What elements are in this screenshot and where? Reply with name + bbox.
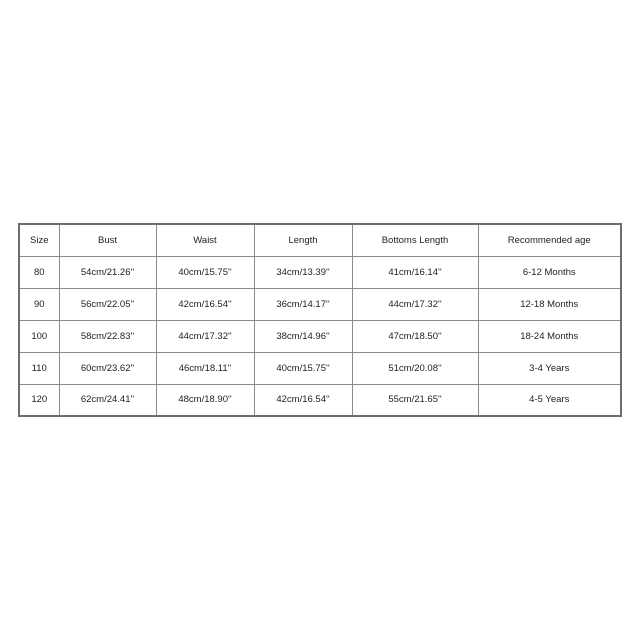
cell-recommended-age: 3-4 Years — [478, 352, 621, 384]
cell-size: 110 — [19, 352, 59, 384]
cell-bust: 56cm/22.05'' — [59, 288, 156, 320]
size-chart-table — [18, 223, 622, 417]
cell-length: 38cm/14.96'' — [254, 320, 352, 352]
cell-length: 42cm/16.54'' — [254, 384, 352, 416]
cell-bust: 60cm/23.62'' — [59, 352, 156, 384]
cell-recommended-age: 4-5 Years — [478, 384, 621, 416]
table-row — [19, 352, 621, 384]
cell-size: 100 — [19, 320, 59, 352]
cell-bottoms-length: 47cm/18.50'' — [352, 320, 478, 352]
cell-waist: 46cm/18.11'' — [156, 352, 254, 384]
header-bottoms-length: Bottoms Length — [352, 224, 478, 256]
cell-length: 36cm/14.17'' — [254, 288, 352, 320]
header-length: Length — [254, 224, 352, 256]
cell-waist: 48cm/18.90'' — [156, 384, 254, 416]
header-recommended-age: Recommended age — [478, 224, 621, 256]
cell-size: 120 — [19, 384, 59, 416]
cell-bottoms-length: 44cm/17.32'' — [352, 288, 478, 320]
cell-bottoms-length: 55cm/21.65'' — [352, 384, 478, 416]
table-row — [19, 256, 621, 288]
cell-bottoms-length: 41cm/16.14'' — [352, 256, 478, 288]
cell-recommended-age: 18-24 Months — [478, 320, 621, 352]
table-row — [19, 320, 621, 352]
table-row — [19, 288, 621, 320]
cell-bust: 54cm/21.26'' — [59, 256, 156, 288]
cell-length: 40cm/15.75'' — [254, 352, 352, 384]
cell-waist: 44cm/17.32'' — [156, 320, 254, 352]
header-row — [19, 224, 621, 256]
cell-waist: 40cm/15.75'' — [156, 256, 254, 288]
header-size: Size — [19, 224, 59, 256]
cell-waist: 42cm/16.54'' — [156, 288, 254, 320]
table-row — [19, 384, 621, 416]
header-waist: Waist — [156, 224, 254, 256]
cell-bust: 62cm/24.41'' — [59, 384, 156, 416]
cell-size: 80 — [19, 256, 59, 288]
cell-bottoms-length: 51cm/20.08'' — [352, 352, 478, 384]
cell-bust: 58cm/22.83'' — [59, 320, 156, 352]
cell-size: 90 — [19, 288, 59, 320]
header-bust: Bust — [59, 224, 156, 256]
cell-recommended-age: 12-18 Months — [478, 288, 621, 320]
cell-recommended-age: 6-12 Months — [478, 256, 621, 288]
cell-length: 34cm/13.39'' — [254, 256, 352, 288]
